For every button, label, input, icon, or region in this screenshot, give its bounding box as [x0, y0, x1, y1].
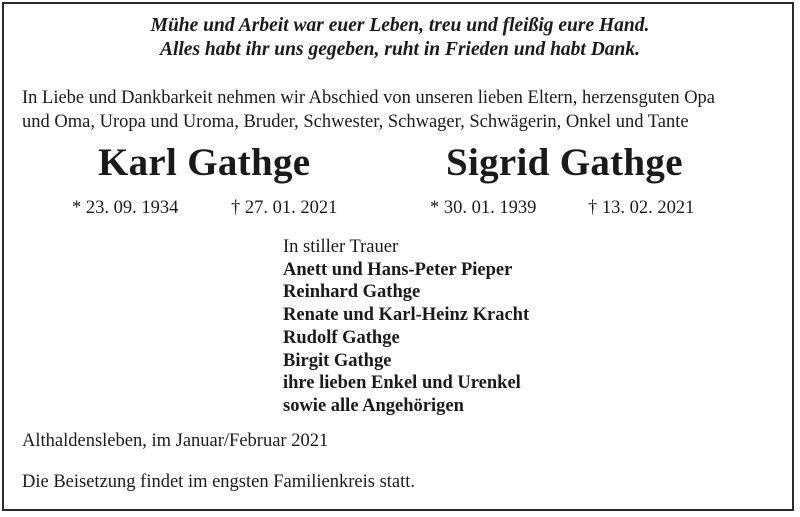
mourner-name: Renate und Karl-Heinz Kracht: [283, 305, 530, 326]
mourner-name: Rudolf Gathge: [283, 327, 400, 348]
place-and-date: Althaldensleben, im Januar/Februar 2021: [22, 431, 329, 451]
intro-line: In Liebe und Dankbarkeit nehmen wir Abschied von unseren lieben Eltern, herzensguten Opa: [22, 88, 716, 108]
mourners-lead: In stiller Trauer: [283, 237, 399, 257]
deceased-name-sigrid: Sigrid Gathge: [446, 141, 683, 184]
funeral-notice: Die Beisetzung findet im engsten Familienkreis statt.: [22, 472, 416, 492]
mourner-name: Reinhard Gathge: [283, 282, 421, 303]
intro-text: [22, 86, 792, 134]
mourners-block: [283, 236, 529, 418]
intro-line: und Oma, Uropa und Uroma, Bruder, Schwester, Schwager, Schwägerin, Onkel und Tante: [22, 112, 689, 132]
mourner-name: sowie alle Angehörigen: [283, 395, 464, 416]
motto-line: Alles habt ihr uns gegeben, ruht in Frieden und habt Dank.: [159, 39, 641, 60]
death-date-karl: † 27. 01. 2021: [231, 198, 338, 218]
birth-date-sigrid: * 30. 01. 1939: [430, 198, 537, 218]
motto-line: Mühe und Arbeit war euer Leben, treu und fleißig eure Hand.: [150, 15, 650, 36]
mourner-name: Anett und Hans-Peter Pieper: [283, 259, 513, 280]
mourner-name: Birgit Gathge: [283, 350, 392, 371]
mourner-name: ihre lieben Enkel und Urenkel: [283, 373, 521, 394]
death-date-sigrid: † 13. 02. 2021: [588, 198, 695, 218]
motto: [0, 14, 800, 62]
deceased-name-karl: Karl Gathge: [98, 141, 311, 184]
birth-date-karl: * 23. 09. 1934: [72, 198, 179, 218]
